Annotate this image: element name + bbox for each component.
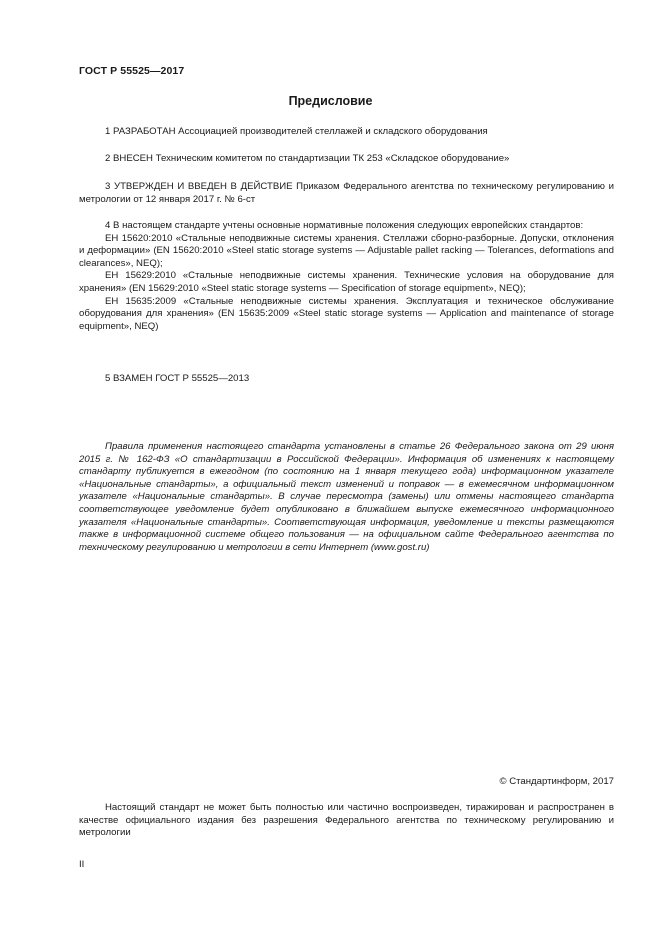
copyright-line: © Стандартинформ, 2017: [499, 776, 614, 787]
foreword-item-4: [79, 220, 614, 333]
foreword-item-4-intro: 4 В настоящем стандарте учтены основные нормативные положения следующих европейских стандартов:: [105, 220, 584, 231]
foreword-item-3: 3 УТВЕРЖДЕН И ВВЕДЕН В ДЕЙСТВИЕ Приказом Федерального агентства по техническому регулированию и метрологии от 12 января 2017 г. № 6-ст: [79, 181, 614, 205]
document-header-id: ГОСТ Р 55525—2017: [79, 65, 185, 77]
standard-reference-3: ЕН 15635:2009 «Стальные неподвижные системы хранения. Эксплуатация и техническое обслуживание оборудования для хранения» (EN 15635:2009 «Steel static storage systems — Application and maintenance of storage equipment», NEQ): [79, 295, 614, 332]
standard-reference-1: ЕН 15620:2010 «Стальные неподвижные системы хранения. Стеллажи сборно-разборные. Допуски, отклонения и деформации» (EN 15620:2010 «Steel static storage systems — Adjustable pallet racking — Tolerances, deformations and clearances», NEQ);: [79, 232, 614, 269]
page-number: II: [79, 859, 85, 870]
foreword-item-5: 5 ВЗАМЕН ГОСТ Р 55525—2013: [105, 373, 250, 384]
standard-reference-2: ЕН 15629:2010 «Стальные неподвижные системы хранения. Технические условия на оборудование для хранения» (EN 15629:2010 «Steel static storage systems — Specification of storage equipment», NEQ);: [79, 270, 614, 294]
standard-usage-notice: Правила применения настоящего стандарта установлены в статье 26 Федерального закона от 29 июня 2015 г. № 162-ФЗ «О стандартизации в Российской Федерации». Информация об изменениях к настоящему стандарту публикуется в ежегодном (по состоянию на 1 января текущего года) информационном указателе «Национальные стандарты», а официальный текст изменений и поправок — в ежемесячном информационном указателе «Национальные стандарты». В случае пересмотра (замены) или отмены настоящего стандарта соответствующее уведомление будет опубликовано в ближайшем выпуске ежемесячного информационного указателя «Национальные стандарты». Соответствующая информация, уведомление и тексты размещаются также в информационной системе общего пользования — на официальном сайте Федерального агентства по техническому регулированию и метрологии в сети Интернет (www.gost.ru): [79, 441, 614, 553]
page-title: Предисловие: [288, 94, 373, 108]
rights-notice: Настоящий стандарт не может быть полностью или частично воспроизведен, тиражирован и распространен в качестве официального издания без разрешения Федерального агентства по техническому регулированию и метрологии: [79, 802, 614, 839]
foreword-item-1: 1 РАЗРАБОТАН Ассоциацией производителей стеллажей и складского оборудования: [105, 126, 488, 137]
foreword-item-2: 2 ВНЕСЕН Техническим комитетом по стандартизации ТК 253 «Складское оборудование»: [105, 153, 510, 164]
